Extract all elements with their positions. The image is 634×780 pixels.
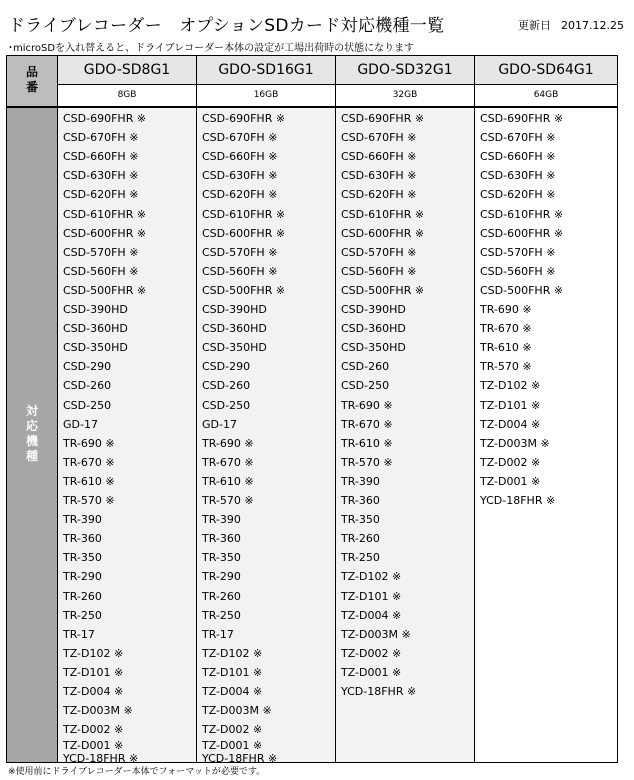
model-item: CSD-360HD [63,322,128,336]
model-item: YCD-18FHR ※ [202,752,278,766]
model-item: TR-390 [341,474,380,488]
model-item: TR-690 ※ [202,436,254,450]
model-item: CSD-250 [341,379,390,393]
updated-label: 更新日 [518,19,552,32]
model-item: TR-390 [63,513,102,527]
model-item: CSD-670FH ※ [63,131,139,145]
model-list-sd16g1 [197,108,335,766]
model-item: TR-250 [341,551,380,565]
column-header-sd32g1: GDO-SD32G1 [357,62,453,78]
model-item: CSD-660FH ※ [480,150,556,164]
model-item: CSD-570FH ※ [202,245,278,259]
model-item: TZ-D002 ※ [480,455,541,469]
model-item: TR-260 [341,532,380,546]
updated-value: 2017.12.25 [561,19,624,32]
model-item: TR-360 [202,532,241,546]
model-item: CSD-600FHR ※ [341,226,425,240]
model-item: CSD-690FHR ※ [341,112,425,125]
model-list-sd64g1 [475,108,617,762]
page-title: ドライブレコーダー オプションSDカード対応機種一覧 [8,16,445,36]
updated-date [518,17,624,33]
model-item: TZ-D102 ※ [341,570,402,584]
row-header-compatible [7,108,57,762]
model-item: CSD-570FH ※ [63,245,139,259]
model-item: CSD-630FH ※ [341,169,417,183]
row-header-model [7,56,57,106]
model-item: TZ-D004 ※ [202,685,263,698]
model-item: TR-350 [341,513,380,527]
model-item: TR-690 ※ [63,436,115,450]
model-item: TZ-D001 ※ [480,474,541,488]
model-item: CSD-260 [63,379,112,393]
column-header-sd64g1: GDO-SD64G1 [498,62,594,78]
model-item: TZ-D004 ※ [480,417,541,431]
model-item: TR-350 [202,551,241,565]
capacity-8gb: 8GB [117,90,137,100]
model-item: CSD-560FH ※ [63,264,139,278]
model-item: TR-17 [63,627,95,641]
note-text: ･microSDを入れ替えると、ドライブレコーダー本体の設定が工場出荷時の状態になります [8,43,415,54]
column-header-sd16g1: GDO-SD16G1 [218,62,314,78]
model-item: CSD-690FHR ※ [480,112,564,125]
model-item: CSD-360HD [202,322,267,336]
model-item: TR-250 [202,608,241,622]
model-item: TR-250 [63,608,102,622]
model-item: TR-690 ※ [341,398,393,412]
model-item: CSD-660FH ※ [202,150,278,164]
model-item: TR-350 [63,551,102,565]
model-item: TZ-D003M ※ [63,704,133,718]
model-item: CSD-610FHR ※ [341,207,425,221]
model-item: TZ-D003M ※ [480,436,550,450]
capacity-16gb: 16GB [253,90,279,100]
model-item: CSD-600FHR ※ [63,226,147,240]
model-item: CSD-690FHR ※ [202,112,286,125]
model-item: TZ-D003M ※ [202,704,272,718]
model-item: CSD-610FHR ※ [63,207,147,221]
model-item: YCD-18FHR ※ [63,752,139,766]
model-item: CSD-390HD [202,303,267,316]
model-item: TZ-D004 ※ [341,608,402,622]
model-list-sd8g1 [58,108,196,766]
model-item: TR-610 ※ [341,436,393,450]
model-item: CSD-660FH ※ [341,150,417,164]
model-item: TZ-D001 ※ [202,739,263,753]
model-item: CSD-350HD [63,341,128,355]
model-item: CSD-630FH ※ [480,169,556,183]
model-item: CSD-260 [341,360,390,374]
model-item: TZ-D001 ※ [63,739,124,753]
model-item: CSD-570FH ※ [480,245,556,259]
row-header-model-label: 品 番 [25,65,38,94]
model-item: CSD-390HD [63,303,128,316]
row-header-compatible-label: 対 応 機 種 [25,404,38,463]
model-item: CSD-560FH ※ [341,264,417,278]
model-item: TZ-D101 ※ [63,665,124,679]
model-item: TR-670 ※ [480,322,532,336]
model-item: TR-610 ※ [63,474,115,488]
model-item: TR-290 [202,570,241,584]
model-item: TZ-D003M ※ [341,627,411,641]
model-item: CSD-500FHR ※ [63,283,147,297]
model-item: TR-260 [63,589,102,603]
model-item: CSD-610FHR ※ [202,207,286,221]
model-item: TR-610 ※ [202,474,254,488]
model-item: GD-17 [63,417,98,431]
model-item: TR-670 ※ [341,417,393,431]
model-item: CSD-670FH ※ [480,131,556,145]
model-item: CSD-620FH ※ [202,188,278,202]
model-item: TR-670 ※ [202,455,254,469]
model-item: CSD-350HD [341,341,406,355]
model-item: TZ-D002 ※ [341,646,402,660]
model-item: TZ-D001 ※ [341,665,402,679]
capacity-64gb: 64GB [533,90,559,100]
model-item: TZ-D004 ※ [63,685,124,698]
model-item: CSD-260 [202,379,251,393]
model-item: CSD-500FHR ※ [202,283,286,297]
model-item: CSD-620FH ※ [480,188,556,202]
model-item: TZ-D002 ※ [202,723,263,737]
model-item: CSD-500FHR ※ [480,283,564,297]
model-item: CSD-600FHR ※ [480,226,564,240]
model-item: YCD-18FHR ※ [480,494,556,507]
model-item: TR-17 [202,627,234,641]
model-item: CSD-690FHR ※ [63,112,147,125]
model-item: CSD-670FH ※ [202,131,278,145]
model-item: TR-570 ※ [341,455,393,469]
footnote: ※使用前にドライブレコーダー本体でフォーマットが必要です。 [8,767,266,777]
model-item: CSD-360HD [341,322,406,336]
model-item: TZ-D002 ※ [63,723,124,737]
model-item: CSD-620FH ※ [63,188,139,202]
model-item: CSD-570FH ※ [341,245,417,259]
model-item: CSD-600FHR ※ [202,226,286,240]
model-item: CSD-290 [63,360,112,374]
model-item: YCD-18FHR ※ [341,685,417,698]
document-header [8,11,626,36]
model-item: CSD-390HD [341,303,406,316]
model-item: TR-290 [63,570,102,584]
model-item: TR-360 [341,494,380,507]
model-item: CSD-670FH ※ [341,131,417,145]
model-list-sd32g1 [336,108,474,762]
model-item: CSD-290 [202,360,251,374]
model-item: CSD-560FH ※ [480,264,556,278]
capacity-32gb: 32GB [392,90,418,100]
model-item: TR-610 ※ [480,341,532,355]
model-item: CSD-660FH ※ [63,150,139,164]
model-item: TR-570 ※ [202,494,254,507]
model-item: CSD-630FH ※ [202,169,278,183]
model-item: TZ-D102 ※ [480,379,541,393]
model-item: TR-390 [202,513,241,527]
model-item: TZ-D102 ※ [63,646,124,660]
model-item: CSD-560FH ※ [202,264,278,278]
compatibility-table [6,55,618,766]
model-item: CSD-250 [202,398,251,412]
model-item: TZ-D101 ※ [202,665,263,679]
model-item: TZ-D101 ※ [341,589,402,603]
model-item: TR-570 ※ [63,494,115,507]
model-item: TR-570 ※ [480,360,532,374]
model-item: TR-260 [202,589,241,603]
model-item: GD-17 [202,417,237,431]
model-item: TR-690 ※ [480,303,532,316]
model-item: CSD-250 [63,398,112,412]
model-item: CSD-350HD [202,341,267,355]
column-header-sd8g1: GDO-SD8G1 [83,62,171,78]
model-item: CSD-610FHR ※ [480,207,564,221]
model-item: TZ-D101 ※ [480,398,541,412]
model-item: CSD-620FH ※ [341,188,417,202]
model-item: CSD-630FH ※ [63,169,139,183]
model-item: TZ-D102 ※ [202,646,263,660]
model-item: CSD-500FHR ※ [341,283,425,297]
model-item: TR-670 ※ [63,455,115,469]
model-item: TR-360 [63,532,102,546]
